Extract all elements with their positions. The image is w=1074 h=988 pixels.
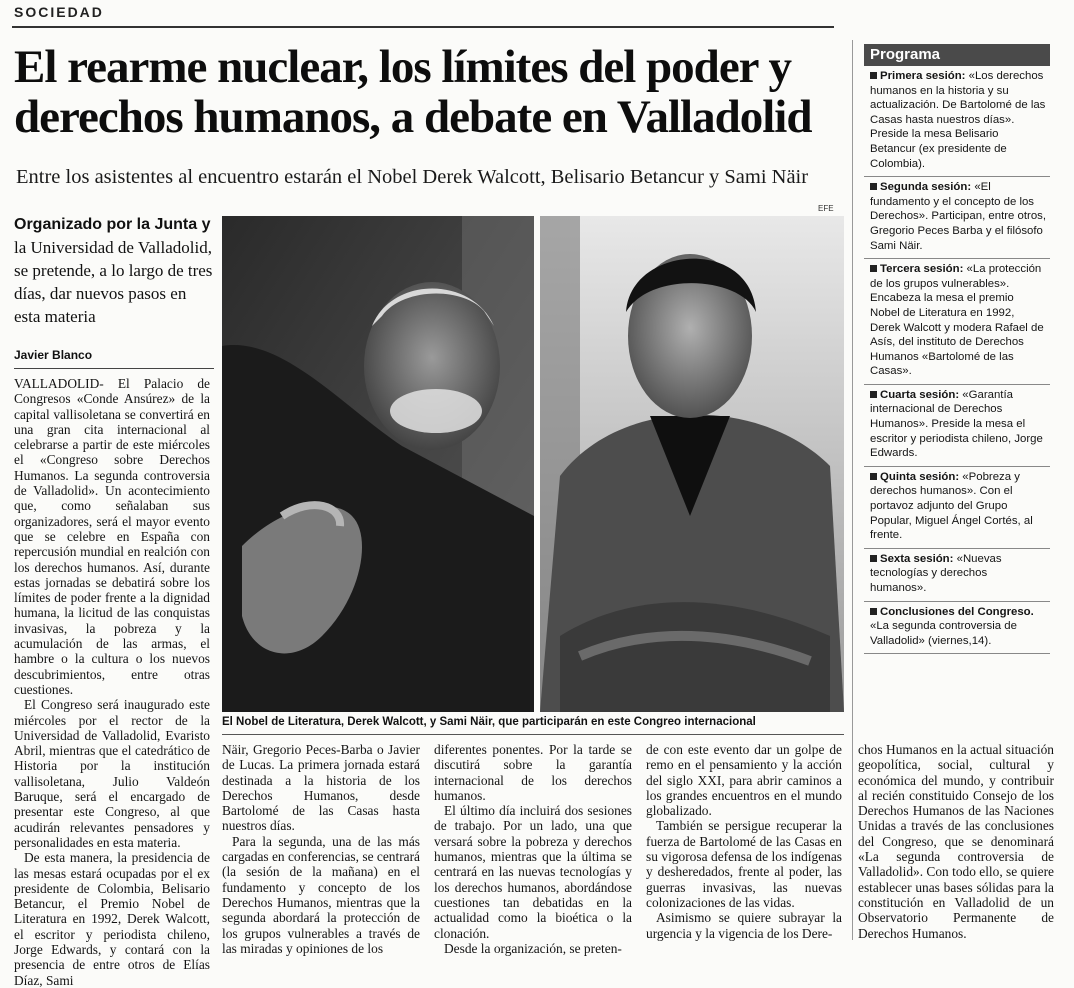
programa-item: Primera sesión: «Los derechos humanos en la historia y su actualización. De Bartolomé de las Casas hasta nuestros días». Preside la mesa Belisario Betancur (ex presidente de Colombia). (864, 66, 1050, 177)
paragraph: El último día incluirá dos sesiones de trabajo. Por un lado, una que versará sobre la pobreza y derechos humanos, mientras que la última se centrará en las nuevas tecnologías y los derechos humanos, abordándose cuestiones tan debatidas en la actualidad como la bioética o la clonación. (434, 803, 632, 941)
lede-rest: la Universidad de Valladolid, se pretende, a lo largo de tres días, dar nuevos pasos en esta materia (14, 238, 213, 326)
bullet-square-icon (870, 555, 877, 562)
bullet-square-icon (870, 183, 877, 190)
paragraph: Asimismo se quiere subrayar la urgencia y la vigencia de los Dere- (646, 910, 842, 941)
programa-item: Sexta sesión: «Nuevas tecnologías y derechos humanos». (864, 549, 1050, 602)
paragraph: También se persigue recuperar la fuerza de Bartolomé de las Casas en su vigorosa defensa de los indígenas y desheredados, frente al poder, las guerras invasivas, las nuevas colonizaciones de las vidas. (646, 818, 842, 910)
bullet-square-icon (870, 608, 877, 615)
programa-item: Tercera sesión: «La protección de los grupos vulnerables». Encabeza la mesa el premio Nobel de Literatura en 1992, Derek Walcott y modera Rafael de Asís, del instituto de Derechos Humanos «Bartolomé de las Casas». (864, 259, 1050, 385)
photo-nair-image (540, 216, 844, 712)
section-label: SOCIEDAD (14, 4, 104, 20)
headline: El rearme nuclear, los límites del poder y derechos humanos, a debate en Valladolid (14, 41, 812, 143)
column-divider (852, 40, 853, 940)
paragraph: De esta manera, la presidencia de las mesas estará ocupadas por el ex presidente de Colombia, Belisario Betancur, el Premio Nobel de Literatura en 1992, Derek Walcott, el escritor y periodista chileno, Jorge Edwards, y contará con la presencia de entre otros de Elías Díaz, Sami (14, 850, 210, 988)
lede (14, 212, 214, 328)
section-rule (12, 26, 834, 28)
paragraph: El Congreso será inaugurado este miércoles por el rector de la Universidad de Valladolid, Evaristo Abril, mientras que el catedrático de Historia por la institución vallisoletana, Julio Valdeón Baruque, será el encargado de presentar este Congreso, al que acudirán relevantes pensadores y personalidades en esta materia. (14, 697, 210, 850)
lede-bold: Organizado por la Junta y (14, 216, 211, 233)
paragraph: Desde la organización, se preten- (444, 940, 622, 956)
paragraph: Para la segunda, una de las más cargadas en conferencias, se centrará (la sesión de la mañana) en el fundamento y concepto de los Derechos Humanos, mientras que la segunda abordará la protección de los grupos vulnerables a través de las miradas y opiniones de los (222, 833, 420, 956)
paragraph: de con este evento dar un golpe de remo en el pensamiento y la acción del siglo XXI, para abrir caminos a los grandes encuentros en el mundo globalizado. (646, 742, 842, 819)
paragraph: Näir, Gregorio Peces-Barba o Javier de Lucas. La primera jornada estará destinada a la historia de los Derechos Humanos, desde Bartolomé de las Casas hasta nuestros días. (222, 742, 420, 834)
photo-walcott-image (222, 216, 534, 712)
photo-derek-walcott (222, 216, 534, 712)
programa-item: Quinta sesión: «Pobreza y derechos humanos». Con el portavoz adjunto del Grupo Popular, Miguel Ángel Cortés, al frente. (864, 467, 1050, 549)
photo-caption: El Nobel de Literatura, Derek Walcott, y Sami Näir, que participarán en este Congreo internacional (222, 716, 756, 728)
programa-item: Cuarta sesión: «Garantía internacional de Derechos Humanos». Preside la mesa el escritor y periodista chileno, Jorge Edwards. (864, 385, 1050, 467)
bullet-square-icon (870, 265, 877, 272)
article-column-1 (14, 376, 210, 988)
paragraph: chos Humanos en la actual situación geopolítica, social, cultural y económica del mundo, y contribuir al recién constituido Consejo de los Derechos Humanos de las Naciones Unidas a través de las conclusiones del Congreso, que se denominará «La segunda controversia de Valladolid». Con todo ello, se quiere establecer unas bases sólidas para la constitución en Valladolid de un Observatorio Permanente de Derechos Humanos. (858, 742, 1054, 941)
caption-rule (222, 734, 844, 735)
paragraph: diferentes ponentes. Por la tarde se discutirá sobre la garantía internacional de los derechos humanos. (434, 742, 632, 803)
article-column-5 (858, 742, 1054, 940)
programa-item: Conclusiones del Congreso. «La segunda controversia de Valladolid» (viernes,14). (864, 602, 1050, 655)
paragraph: VALLADOLID- El Palacio de Congresos «Conde Ansúrez» de la capital vallisoletana se convertirá en una gran cita internacional al celebrarse a partir de este miércoles el «Congreso sobre Derechos Humanos. La segunda controversia de Valladolid». Un acontecimiento que, como señalaban sus organizadores, será el mayor evento que se celebre en España con repercusión mundial en realción con los derechos humanos. Así, durante estas jornadas se debatirá sobre los límites de poder frente a la dignidad humana, la licitud de las conquistas invasivas, la pobreza y la acumulación de las armas, el hambre o la cultura o los nuevos descubrimientos, entre otras cuestiones. (14, 376, 210, 697)
subhead: Entre los asistentes al encuentro estarán el Nobel Derek Walcott, Belisario Betancur y Sami Näir (16, 166, 809, 188)
article-column-2 (222, 742, 420, 956)
photo-sami-nair (540, 216, 844, 712)
programa-item: Segunda sesión: «El fundamento y el concepto de los Derechos». Participan, entre otros, Gregorio Peces Barba y el filósofo Sami Näir. (864, 177, 1050, 259)
bullet-square-icon (870, 391, 877, 398)
photo-credit: EFE (818, 204, 834, 213)
article-column-4 (646, 742, 842, 940)
programa-title: Programa (864, 44, 1050, 66)
article-column-3 (434, 742, 632, 956)
bullet-square-icon (870, 473, 877, 480)
programa-sidebar (864, 44, 1050, 684)
byline: Javier Blanco (14, 348, 214, 369)
bullet-square-icon (870, 72, 877, 79)
